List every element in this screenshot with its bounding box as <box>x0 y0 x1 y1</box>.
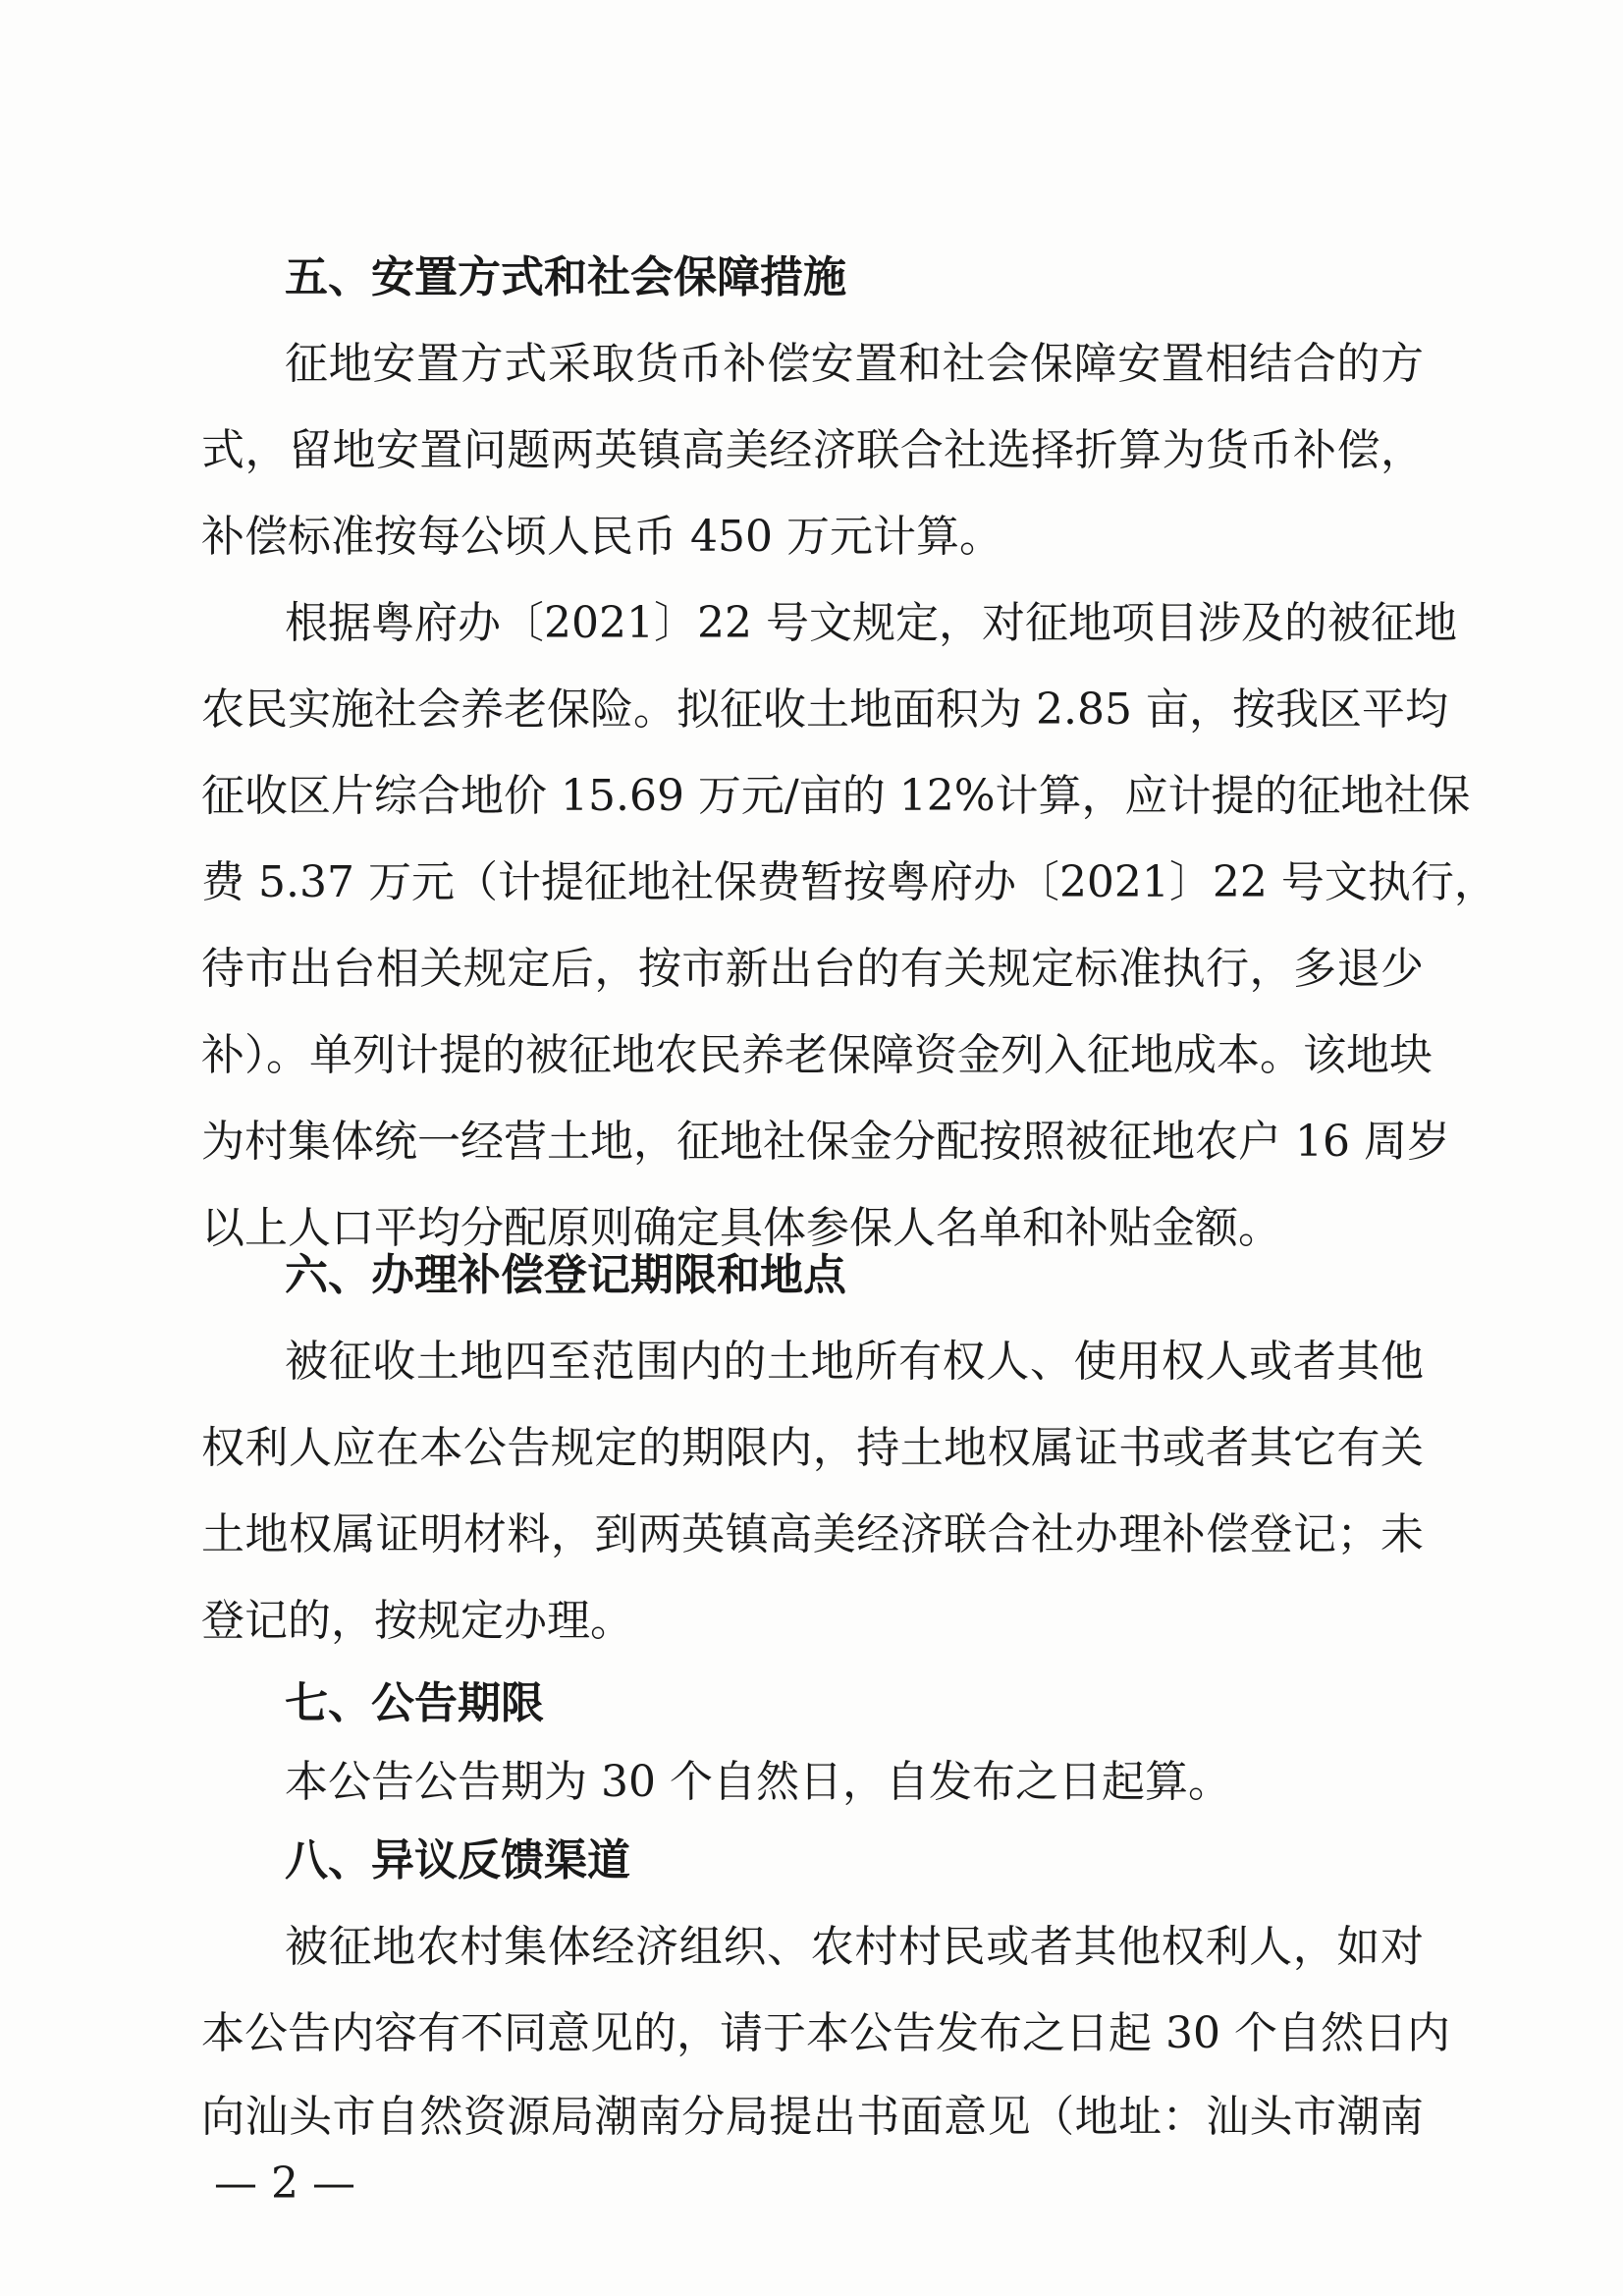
section-5-para1-line2: 式，留地安置问题两英镇高美经济联合社选择折算为货币补偿， <box>201 425 1424 475</box>
section-5-para1-line3: 补偿标准按每公顷人民币 450 万元计算。 <box>201 512 1002 562</box>
section-5-para2-line8: 以上人口平均分配原则确定具体参保人名单和补贴金额。 <box>201 1203 1281 1253</box>
section-6-para1-line2: 权利人应在本公告规定的期限内，持土地权属证书或者其它有关 <box>201 1423 1424 1473</box>
section-5-para1-line1: 征地安置方式采取货币补偿安置和社会保障安置相结合的方 <box>285 339 1424 389</box>
section-5-para2-line3: 征收区片综合地价 15.69 万元/亩的 12%计算，应计提的征地社保 <box>201 771 1471 821</box>
section-7-para1: 本公告公告期为 30 个自然日，自发布之日起算。 <box>285 1757 1231 1807</box>
section-6-heading: 六、办理补偿登记期限和地点 <box>285 1250 846 1300</box>
section-6-para1-line3: 土地权属证明材料，到两英镇高美经济联合社办理补偿登记；未 <box>201 1509 1424 1559</box>
section-6-para1-line1: 被征收土地四至范围内的土地所有权人、使用权人或者其他 <box>285 1337 1424 1387</box>
section-5-para2-line4: 费 5.37 万元（计提征地社保费暂按粤府办〔2021〕22 号文执行， <box>201 857 1497 907</box>
section-8-para1-line2: 本公告内容有不同意见的，请于本公告发布之日起 30 个自然日内 <box>201 2008 1450 2058</box>
page-number: — 2 — <box>214 2159 355 2209</box>
section-8-para1-line1: 被征地农村集体经济组织、农村村民或者其他权利人，如对 <box>285 1922 1424 1972</box>
section-5-para2-line2: 农民实施社会养老保险。拟征收土地面积为 2.85 亩，按我区平均 <box>201 684 1448 735</box>
section-5-para2-line6: 补）。单列计提的被征地农民养老保障资金列入征地成本。该地块 <box>201 1030 1433 1080</box>
section-8-heading: 八、异议反馈渠道 <box>285 1835 630 1886</box>
section-5-para2-line1: 根据粤府办〔2021〕22 号文规定，对征地项目涉及的被征地 <box>285 598 1457 648</box>
section-7-heading: 七、公告期限 <box>285 1678 544 1728</box>
section-5-para2-line7: 为村集体统一经营土地，征地社保金分配按照被征地农户 16 周岁 <box>201 1117 1450 1167</box>
section-6-para1-line4: 登记的，按规定办理。 <box>201 1596 633 1646</box>
section-5-para2-line5: 待市出台相关规定后，按市新出台的有关规定标准执行，多退少 <box>201 944 1424 994</box>
section-5-heading: 五、安置方式和社会保障措施 <box>285 252 846 302</box>
section-8-para1-line3: 向汕头市自然资源局潮南分局提出书面意见（地址：汕头市潮南 <box>201 2092 1424 2142</box>
